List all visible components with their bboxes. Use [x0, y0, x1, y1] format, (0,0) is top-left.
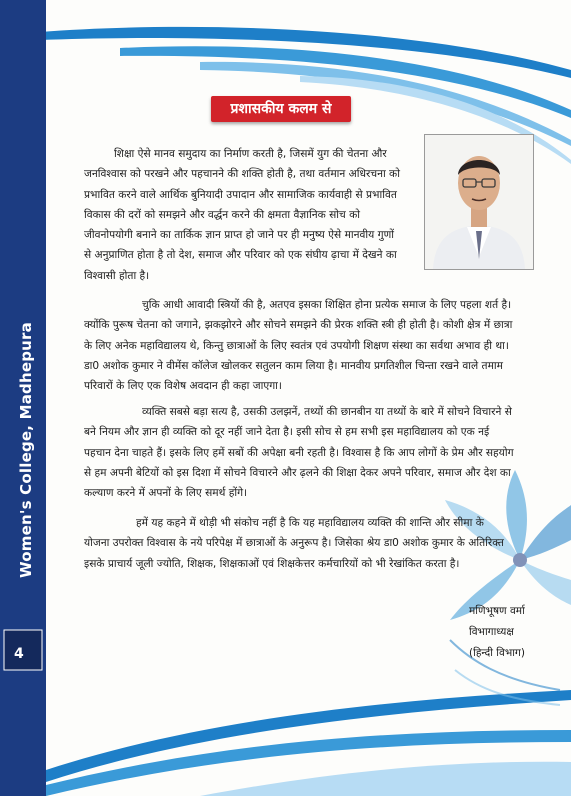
paragraph-1 — [84, 144, 400, 286]
paragraph-4 — [84, 513, 504, 574]
text-line: के लिए अनेक महाविद्यालय थे, किन्तु छात्राओं के लिए स्वतंत्र एवं उपयोगी शिक्षण संस्था का सर्वथा अभाव ही था। — [84, 339, 509, 352]
signature-block — [469, 601, 525, 664]
text-line: बने नियम और ज्ञान ही व्यक्ति को दूर नहीं जाने देता है। इसी सोच से हम सभी इस महाविद्यालय को एक नई — [84, 426, 490, 439]
signatory-designation: विभागाध्यक्ष — [469, 626, 514, 638]
paragraph-3 — [84, 402, 514, 503]
signatory-department: (हिन्दी विभाग) — [469, 647, 525, 659]
author-photo — [424, 134, 534, 270]
text-line: प्रभावित करने वाले आर्थिक बुनियादी उपादान और सामाजिक कार्यवाही से प्रभावित — [84, 188, 397, 201]
text-line: योजना उपरोक्त विश्वास के नये परिपेक्ष में छात्राओं के अनुरूप है। जिसेका श्रेय डा0 अशोक कुमार के अतिरिक्त — [84, 537, 504, 550]
signatory-name: मणिभूषण वर्मा — [469, 605, 525, 617]
text-line: परिवारों के लिए एक विशेष अवदान ही कहा जाएगा। — [84, 380, 282, 393]
page-number: 4 — [14, 646, 24, 662]
text-line: जीवनोपयोगी बनाने का तार्किक ज्ञान प्राप्त हो जाने पर ही मनुष्य ऐसे मानवीय गुणों — [84, 229, 395, 242]
college-name: Women's College, Madhepura — [17, 322, 35, 578]
text-line: कल्याण करने में अपनों के लिए समर्थ होंगे। — [84, 487, 248, 500]
text-line: व्यक्ति सबसे बड़ा सत्य है, उसकी उलझनें, तथ्यों की छानबीन या तथ्यों के बारे में सोचने विचारने से — [142, 406, 512, 418]
page-heading: प्रशासकीय कलम से — [211, 96, 351, 122]
text-line: विकास की दरों को समझने और वर्द्धन करने की क्षमता वैज्ञानिक सोच को — [84, 208, 360, 221]
text-line: पहचान देना चाहते हैं। इसके लिए हमें सबों की अपेक्षा बनी रहती है। विश्वास है कि आप लोगों के प्रेम और सहयोग — [84, 446, 514, 459]
text-line: से हम अपनी बेटियों को इस दिशा में सोचने विचारने और ढ़लने की शिक्षा देकर अपने परिवार, समाज और देश का — [84, 466, 511, 479]
flower-decoration — [445, 470, 571, 705]
text-line: इसके प्राचार्य जूली ज्योति, शिक्षक, शिक्षकाओं एवं शिक्षकेत्तर कर्मचारियों को भी रेखांकित करता है। — [84, 557, 460, 570]
text-line: क्योंकि पुरूष चेतना को जगाने, झकझोरने और सोचने समझने की प्रेरक शक्ति स्त्री ही होती है। कोशी क्षेत्र में छात्रा — [84, 319, 513, 332]
text-line: जनविश्वास को परखने और पहचानने की शक्ति होती है, तथा वर्तमान अधिरचना को — [84, 168, 400, 181]
text-line: चुकि आधी आवादी स्त्रियों की है, अतएव इसका शिक्षित होना प्रत्येक समाज के लिए पहला शर्त है। — [142, 299, 512, 311]
sidebar — [0, 0, 46, 796]
text-line: से अनुप्राणित होता है तो देश, समाज और परिवार को एक संघीय ढ़ाचा में देखने का — [84, 249, 397, 262]
text-line: हमें यह कहने में थोड़ी भी संकोच नहीं है कि यह महाविद्यालय व्यक्ति की शान्ति और सीमा के — [136, 517, 484, 529]
person-portrait-icon — [425, 135, 533, 269]
paragraph-2 — [84, 295, 512, 396]
text-line: विश्वासी होता है। — [84, 269, 150, 282]
bottom-wave-3 — [200, 762, 571, 796]
text-line: डा0 अशोक कुमार ने वीमेंस कॉलेज खोलकर सतुलन काम लिया है। मानवीय प्रगतिशील चिन्ता रखने वाले तमाम — [84, 359, 503, 372]
text-line: शिक्षा ऐसे मानव समुदाय का निर्माण करती है, जिसमें युग की चेतना और — [114, 148, 387, 160]
